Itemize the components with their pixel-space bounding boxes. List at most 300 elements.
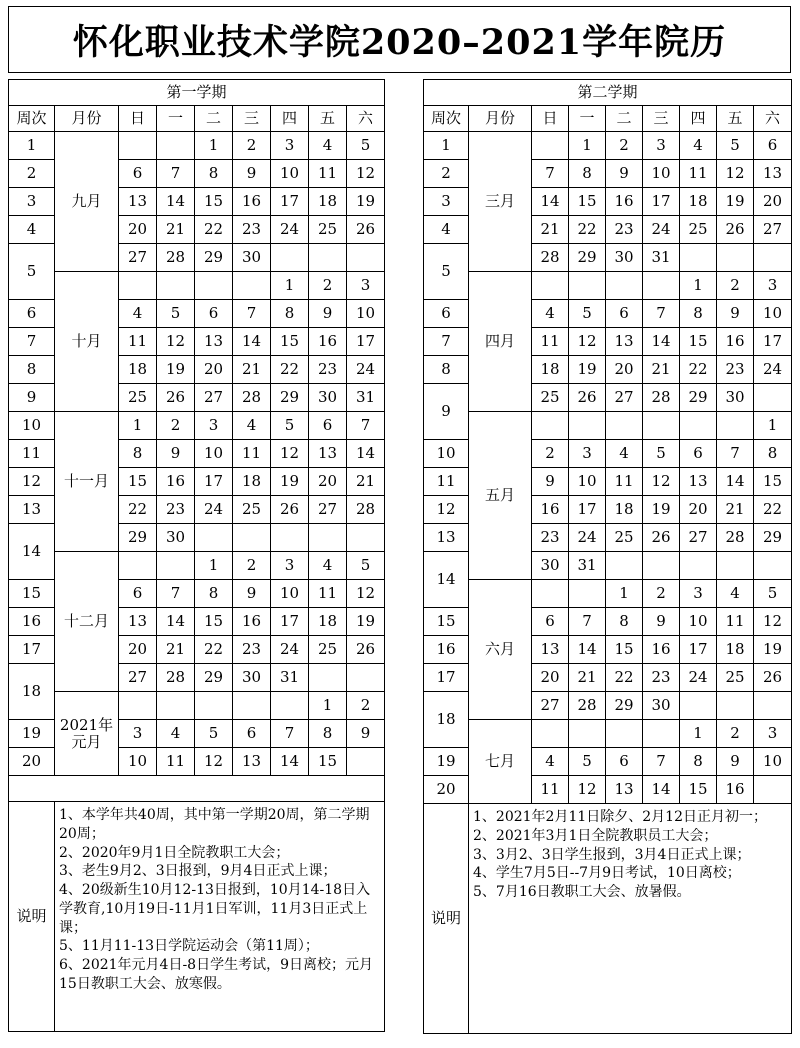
semester-1-calendar: [8, 79, 385, 1032]
day-cell: 8: [195, 580, 233, 608]
day-cell: 19: [271, 468, 309, 496]
day-cell: 27: [195, 384, 233, 412]
day-cell: [569, 272, 606, 300]
column-header: 月份: [469, 106, 532, 132]
column-header: 三: [233, 106, 271, 132]
day-cell: 29: [195, 244, 233, 272]
day-cell: 22: [680, 356, 717, 384]
day-cell: 2: [157, 412, 195, 440]
day-cell: [717, 412, 754, 440]
day-cell: [119, 552, 157, 580]
day-cell: 11: [680, 160, 717, 188]
day-cell: 13: [680, 468, 717, 496]
note-item: 2、2021年3月1日全院教职员工大会；: [473, 827, 718, 844]
day-cell: 13: [309, 440, 347, 468]
day-cell: [569, 580, 606, 608]
day-cell: 13: [233, 748, 271, 776]
day-cell: 1: [195, 132, 233, 160]
calendar-row: [9, 412, 385, 440]
day-cell: 23: [233, 636, 271, 664]
week-number: 19: [9, 720, 55, 748]
day-cell: 27: [119, 664, 157, 692]
day-cell: 9: [157, 440, 195, 468]
day-cell: 21: [347, 468, 385, 496]
day-cell: 30: [643, 692, 680, 720]
day-cell: 5: [717, 132, 754, 160]
month-label: 三月: [469, 132, 532, 272]
day-cell: 11: [157, 748, 195, 776]
day-cell: 25: [233, 496, 271, 524]
week-number: 15: [424, 608, 469, 636]
calendar-row: [9, 272, 385, 300]
day-cell: 9: [309, 300, 347, 328]
day-cell: 5: [643, 440, 680, 468]
day-cell: 10: [754, 748, 792, 776]
day-cell: 4: [606, 440, 643, 468]
day-cell: 23: [157, 496, 195, 524]
column-header: 日: [532, 106, 569, 132]
note-item: 2、2020年9月1日全院教职工大会；: [59, 844, 290, 861]
day-cell: 17: [569, 496, 606, 524]
day-cell: 14: [157, 188, 195, 216]
day-cell: 7: [157, 160, 195, 188]
day-cell: 17: [195, 468, 233, 496]
day-cell: 28: [347, 496, 385, 524]
day-cell: 10: [347, 300, 385, 328]
day-cell: 9: [233, 580, 271, 608]
day-cell: 1: [754, 412, 792, 440]
day-cell: 1: [680, 720, 717, 748]
day-cell: 10: [643, 160, 680, 188]
day-cell: 24: [680, 664, 717, 692]
day-cell: 8: [195, 160, 233, 188]
day-cell: 9: [717, 748, 754, 776]
day-cell: 8: [754, 440, 792, 468]
calendar-row: [424, 132, 792, 160]
day-cell: 26: [717, 216, 754, 244]
day-cell: 27: [680, 524, 717, 552]
day-cell: 28: [157, 664, 195, 692]
column-header: 二: [606, 106, 643, 132]
day-cell: 16: [717, 328, 754, 356]
column-header: 四: [271, 106, 309, 132]
day-cell: 18: [233, 468, 271, 496]
week-number: 11: [424, 468, 469, 496]
note-item: 5、7月16日教职工大会、放暑假。: [473, 884, 691, 900]
day-cell: 16: [233, 608, 271, 636]
day-cell: 27: [606, 384, 643, 412]
note-item: 1、本学年共40周，其中第一学期20周，第二学期20周；: [59, 807, 370, 842]
semester-title: 第一学期: [9, 80, 385, 106]
day-cell: 4: [532, 748, 569, 776]
notes-row: [9, 802, 385, 1032]
week-number: 6: [9, 300, 55, 328]
day-cell: 6: [195, 300, 233, 328]
day-cell: 14: [233, 328, 271, 356]
day-cell: 17: [271, 188, 309, 216]
day-cell: 8: [606, 608, 643, 636]
day-cell: 18: [532, 356, 569, 384]
day-cell: 12: [157, 328, 195, 356]
week-number: 17: [424, 664, 469, 692]
day-cell: 20: [309, 468, 347, 496]
day-cell: 12: [569, 776, 606, 804]
day-cell: 21: [157, 636, 195, 664]
note-item: 4、学生7月5日--7月9日考试，10日离校；: [473, 865, 741, 882]
day-cell: [754, 384, 792, 412]
week-number: 3: [9, 188, 55, 216]
day-cell: 3: [195, 412, 233, 440]
day-cell: 25: [309, 216, 347, 244]
page-title: 怀化职业技术学院2020–2021学年院历: [8, 6, 791, 73]
day-cell: [157, 552, 195, 580]
day-cell: 6: [754, 132, 792, 160]
week-number: 14: [424, 552, 469, 608]
day-cell: 10: [271, 580, 309, 608]
calendar-row: [9, 132, 385, 160]
day-cell: [119, 132, 157, 160]
day-cell: [309, 244, 347, 272]
day-cell: 28: [532, 244, 569, 272]
day-cell: 3: [271, 552, 309, 580]
day-cell: 14: [532, 188, 569, 216]
column-header: 一: [569, 106, 606, 132]
day-cell: 18: [680, 188, 717, 216]
day-cell: 15: [195, 608, 233, 636]
header-row: [424, 106, 792, 132]
day-cell: 14: [569, 636, 606, 664]
week-number: 2: [9, 160, 55, 188]
week-number: 18: [424, 692, 469, 748]
day-cell: 25: [606, 524, 643, 552]
note-item: 3、3月2、3日学生报到，3月4日正式上课；: [473, 846, 751, 863]
day-cell: 24: [195, 496, 233, 524]
day-cell: 8: [119, 440, 157, 468]
day-cell: 7: [643, 300, 680, 328]
day-cell: 31: [569, 552, 606, 580]
spacer-cell: [9, 776, 385, 802]
day-cell: 22: [754, 496, 792, 524]
day-cell: 23: [233, 216, 271, 244]
day-cell: 4: [157, 720, 195, 748]
day-cell: 10: [271, 160, 309, 188]
day-cell: [643, 552, 680, 580]
day-cell: 29: [569, 244, 606, 272]
day-cell: 6: [119, 160, 157, 188]
day-cell: 26: [347, 636, 385, 664]
day-cell: 2: [643, 580, 680, 608]
day-cell: 23: [532, 524, 569, 552]
day-cell: 30: [606, 244, 643, 272]
day-cell: 18: [119, 356, 157, 384]
week-number: 16: [424, 636, 469, 664]
day-cell: 12: [717, 160, 754, 188]
day-cell: [680, 244, 717, 272]
week-number: 4: [9, 216, 55, 244]
day-cell: 9: [233, 160, 271, 188]
day-cell: 11: [309, 580, 347, 608]
column-header: 一: [157, 106, 195, 132]
day-cell: 15: [569, 188, 606, 216]
week-number: 1: [9, 132, 55, 160]
month-label: 十一月: [55, 412, 119, 552]
day-cell: 1: [119, 412, 157, 440]
day-cell: 28: [643, 384, 680, 412]
day-cell: 26: [157, 384, 195, 412]
day-cell: 3: [347, 272, 385, 300]
day-cell: 25: [532, 384, 569, 412]
day-cell: 19: [347, 608, 385, 636]
semester-title: 第二学期: [424, 80, 792, 106]
week-number: 4: [424, 216, 469, 244]
day-cell: 24: [569, 524, 606, 552]
calendar-row: [9, 692, 385, 720]
day-cell: [717, 692, 754, 720]
day-cell: 4: [717, 580, 754, 608]
day-cell: 13: [754, 160, 792, 188]
day-cell: 13: [119, 608, 157, 636]
day-cell: 5: [569, 748, 606, 776]
day-cell: 14: [271, 748, 309, 776]
notes-content: [55, 802, 385, 1032]
calendar-row: [9, 552, 385, 580]
day-cell: [157, 132, 195, 160]
day-cell: 6: [119, 580, 157, 608]
day-cell: 22: [569, 216, 606, 244]
day-cell: 5: [195, 720, 233, 748]
week-number: 1: [424, 132, 469, 160]
column-header: 五: [717, 106, 754, 132]
day-cell: 16: [643, 636, 680, 664]
day-cell: 4: [532, 300, 569, 328]
day-cell: 6: [233, 720, 271, 748]
day-cell: 18: [309, 608, 347, 636]
day-cell: [271, 692, 309, 720]
week-number: 2: [424, 160, 469, 188]
day-cell: 13: [532, 636, 569, 664]
day-cell: 13: [195, 328, 233, 356]
day-cell: [717, 244, 754, 272]
day-cell: [569, 720, 606, 748]
day-cell: 17: [347, 328, 385, 356]
day-cell: 5: [569, 300, 606, 328]
day-cell: 26: [754, 664, 792, 692]
day-cell: 1: [195, 552, 233, 580]
day-cell: [195, 272, 233, 300]
day-cell: 20: [119, 216, 157, 244]
day-cell: 17: [754, 328, 792, 356]
week-number: 3: [424, 188, 469, 216]
week-number: 11: [9, 440, 55, 468]
day-cell: 10: [119, 748, 157, 776]
day-cell: 19: [569, 356, 606, 384]
day-cell: 2: [233, 552, 271, 580]
day-cell: 20: [195, 356, 233, 384]
day-cell: 21: [569, 664, 606, 692]
day-cell: 11: [309, 160, 347, 188]
day-cell: 12: [347, 160, 385, 188]
day-cell: 25: [119, 384, 157, 412]
column-header: 周次: [9, 106, 55, 132]
day-cell: 2: [309, 272, 347, 300]
day-cell: [606, 552, 643, 580]
week-number: 16: [9, 608, 55, 636]
day-cell: 4: [309, 552, 347, 580]
day-cell: 15: [309, 748, 347, 776]
day-cell: 7: [643, 748, 680, 776]
day-cell: 14: [717, 468, 754, 496]
day-cell: 2: [532, 440, 569, 468]
day-cell: [532, 412, 569, 440]
day-cell: 25: [309, 636, 347, 664]
day-cell: 14: [643, 776, 680, 804]
day-cell: [233, 524, 271, 552]
day-cell: 25: [680, 216, 717, 244]
day-cell: 13: [119, 188, 157, 216]
week-number: 13: [9, 496, 55, 524]
day-cell: [532, 720, 569, 748]
day-cell: [754, 244, 792, 272]
day-cell: 22: [195, 216, 233, 244]
column-header: 六: [347, 106, 385, 132]
day-cell: 1: [606, 580, 643, 608]
column-header: 月份: [55, 106, 119, 132]
day-cell: [606, 272, 643, 300]
day-cell: 12: [754, 608, 792, 636]
day-cell: 15: [271, 328, 309, 356]
week-number: 12: [424, 496, 469, 524]
day-cell: 24: [271, 216, 309, 244]
week-number: 14: [9, 524, 55, 580]
day-cell: 26: [643, 524, 680, 552]
day-cell: 15: [606, 636, 643, 664]
day-cell: 7: [569, 608, 606, 636]
notes-content: [469, 804, 792, 1034]
calendar-row: [424, 580, 792, 608]
calendar-row: [424, 720, 792, 748]
day-cell: 5: [347, 132, 385, 160]
week-number: 13: [424, 524, 469, 552]
day-cell: 29: [119, 524, 157, 552]
day-cell: 28: [569, 692, 606, 720]
month-label: 十月: [55, 272, 119, 412]
day-cell: 12: [643, 468, 680, 496]
day-cell: 22: [271, 356, 309, 384]
day-cell: 27: [309, 496, 347, 524]
week-number: 18: [9, 664, 55, 720]
day-cell: [643, 720, 680, 748]
day-cell: [680, 412, 717, 440]
week-number: 7: [424, 328, 469, 356]
day-cell: 12: [271, 440, 309, 468]
notes-label: 说明: [9, 802, 55, 1032]
day-cell: [680, 552, 717, 580]
day-cell: 29: [195, 664, 233, 692]
day-cell: 16: [233, 188, 271, 216]
day-cell: 19: [717, 188, 754, 216]
column-header: 二: [195, 106, 233, 132]
day-cell: 29: [680, 384, 717, 412]
day-cell: 16: [717, 776, 754, 804]
day-cell: [309, 524, 347, 552]
day-cell: 23: [643, 664, 680, 692]
day-cell: 4: [233, 412, 271, 440]
week-number: 20: [9, 748, 55, 776]
day-cell: [195, 524, 233, 552]
day-cell: [309, 664, 347, 692]
day-cell: [119, 272, 157, 300]
day-cell: 7: [532, 160, 569, 188]
week-number: 7: [9, 328, 55, 356]
day-cell: [532, 132, 569, 160]
day-cell: 21: [157, 216, 195, 244]
day-cell: 31: [347, 384, 385, 412]
column-header: 周次: [424, 106, 469, 132]
column-header: 日: [119, 106, 157, 132]
day-cell: 9: [606, 160, 643, 188]
day-cell: 9: [532, 468, 569, 496]
day-cell: 4: [680, 132, 717, 160]
week-number: 15: [9, 580, 55, 608]
column-header: 五: [309, 106, 347, 132]
column-header: 四: [680, 106, 717, 132]
day-cell: [532, 580, 569, 608]
day-cell: 21: [532, 216, 569, 244]
day-cell: 7: [157, 580, 195, 608]
day-cell: 18: [606, 496, 643, 524]
day-cell: 23: [717, 356, 754, 384]
week-number: 10: [424, 440, 469, 468]
day-cell: 27: [754, 216, 792, 244]
day-cell: [347, 664, 385, 692]
day-cell: 15: [195, 188, 233, 216]
day-cell: [606, 412, 643, 440]
day-cell: 8: [271, 300, 309, 328]
day-cell: 27: [532, 692, 569, 720]
day-cell: 1: [271, 272, 309, 300]
day-cell: 3: [754, 720, 792, 748]
day-cell: 12: [195, 748, 233, 776]
semester-2-calendar: [423, 79, 792, 1034]
day-cell: 9: [643, 608, 680, 636]
day-cell: [347, 748, 385, 776]
day-cell: 9: [347, 720, 385, 748]
day-cell: 10: [195, 440, 233, 468]
day-cell: 5: [754, 580, 792, 608]
day-cell: 30: [233, 664, 271, 692]
notes-row: [424, 804, 792, 1034]
column-header: 三: [643, 106, 680, 132]
day-cell: [643, 272, 680, 300]
note-item: 5、11月11-13日学院运动会（第11周）；: [59, 938, 319, 955]
note-item: 6、2021年元月4日-8日学生考试，9日离校；元月15日教职工大会、放寒假。: [59, 957, 373, 992]
note-item: 4、20级新生10月12-13日报到，10月14-18日入学教育,10月19日-11月1日军训，11月3日正式上课；: [59, 882, 371, 936]
day-cell: 24: [347, 356, 385, 384]
day-cell: 17: [680, 636, 717, 664]
day-cell: 4: [309, 132, 347, 160]
day-cell: 7: [233, 300, 271, 328]
month-label: 五月: [469, 412, 532, 580]
day-cell: [195, 692, 233, 720]
day-cell: 1: [309, 692, 347, 720]
day-cell: 21: [233, 356, 271, 384]
day-cell: 8: [569, 160, 606, 188]
day-cell: [606, 720, 643, 748]
day-cell: [754, 776, 792, 804]
note-item: 1、2021年2月11日除夕、2月12日正月初一；: [473, 809, 767, 825]
day-cell: 28: [233, 384, 271, 412]
day-cell: [569, 412, 606, 440]
